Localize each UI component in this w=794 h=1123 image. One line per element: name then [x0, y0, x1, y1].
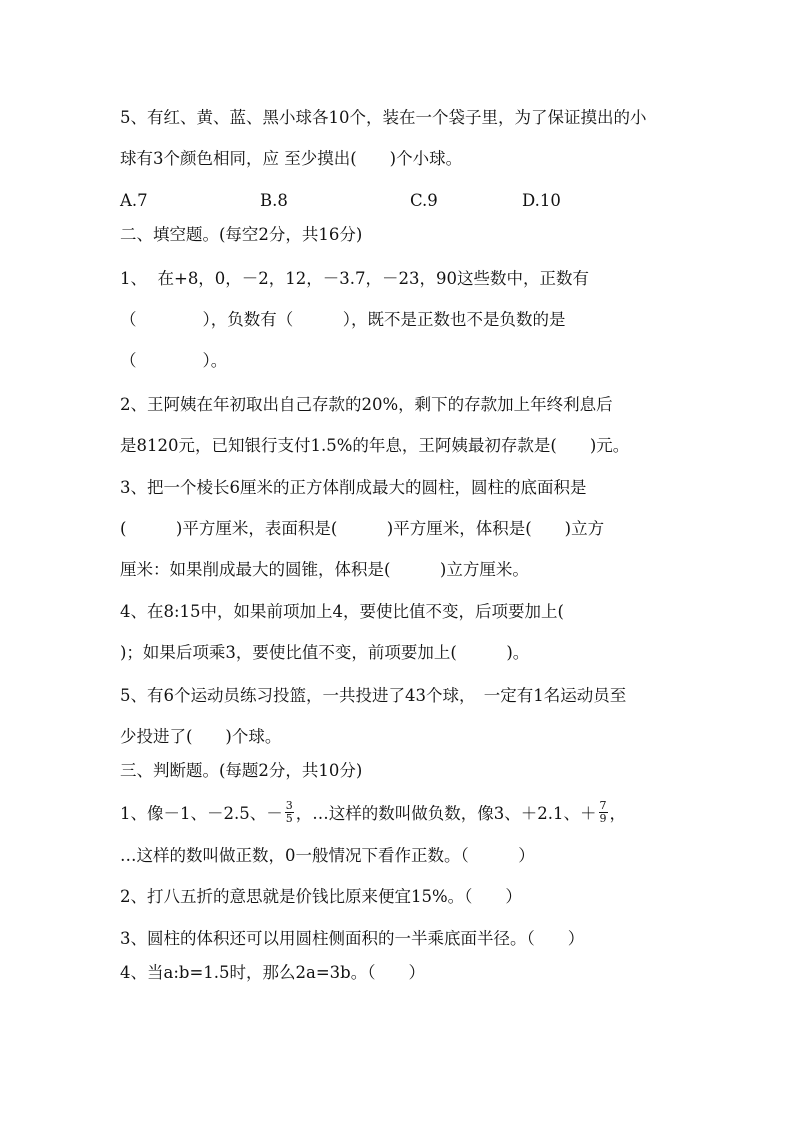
fill-q3-line3: 厘米：如果削成最大的圆锥，体积是( )立方厘米。 [120, 560, 529, 579]
fill-q5-line2: 少投进了( )个球。 [120, 727, 282, 746]
option-d: D.10 [522, 191, 561, 210]
judge-q3: 3、圆柱的体积还可以用圆柱侧面积的一半乘底面半径。（ ） [120, 929, 585, 948]
fill-q3-line2: ( )平方厘米，表面积是( )平方厘米，体积是( )立方 [120, 519, 605, 538]
judge-q1-text-c: ， [609, 804, 626, 823]
judge-q1-text-a: 1、像－1、－2.5、－ [120, 804, 283, 823]
mc-q5-line2: 球有3个颜色相同，应 至少摸出( )个小球。 [120, 149, 463, 168]
fill-q2-line1: 2、王阿姨在年初取出自己存款的20%，剩下的存款加上年终利息后 [120, 395, 613, 414]
fraction2-numerator: 7 [599, 799, 607, 812]
fill-q4-line1: 4、在8:15中，如果前项加上4，要使比值不变，后项要加上( [120, 602, 564, 621]
option-c: C.9 [410, 191, 438, 210]
fill-q5-line1: 5、有6个运动员练习投篮，一共投进了43个球， 一定有1名运动员至 [120, 686, 627, 705]
fraction2-denominator: 9 [599, 812, 607, 825]
judge-q2: 2、打八五折的意思就是价钱比原来便宜15%。（ ） [120, 887, 522, 906]
fill-q1-line2: （ ），负数有（ ），既不是正数也不是负数的是 [120, 310, 566, 329]
fraction1-denominator: 5 [285, 812, 293, 825]
section3-heading: 三、判断题。(每题2分，共10分) [120, 761, 363, 780]
fill-q3-line1: 3、把一个棱长6厘米的正方体削成最大的圆柱，圆柱的底面积是 [120, 478, 587, 497]
judge-q4: 4、当a:b=1.5时，那么2a=3b。（ ） [120, 963, 425, 982]
judge-q1-text-b: ，…这样的数叫做负数，像3、＋2.1、＋ [295, 804, 597, 823]
mc-q5-line1: 5、有红、黄、蓝、黑小球各10个，装在一个袋子里，为了保证摸出的小 [120, 108, 647, 127]
option-a: A.7 [120, 191, 148, 210]
fill-q1-line1: 1、 在+8，0，－2，12，－3.7，－23，90这些数中，正数有 [120, 269, 590, 288]
judge-q1-line1 [120, 799, 680, 826]
option-b: B.8 [260, 191, 288, 210]
judge-q1-line2: …这样的数叫做正数，0一般情况下看作正数。（ ） [120, 846, 535, 865]
fill-q1-line3: （ ）。 [120, 351, 228, 370]
fraction-three-fifths [285, 800, 294, 825]
section2-heading: 二、填空题。(每空2分，共16分) [120, 225, 363, 244]
fraction-seven-ninths [599, 800, 608, 825]
fraction1-numerator: 3 [285, 799, 293, 812]
fill-q2-line2: 是8120元，已知银行支付1.5%的年息，王阿姨最初存款是( )元。 [120, 436, 630, 455]
fill-q4-line2: )；如果后项乘3，要使比值不变，前项要加上( )。 [120, 643, 530, 662]
